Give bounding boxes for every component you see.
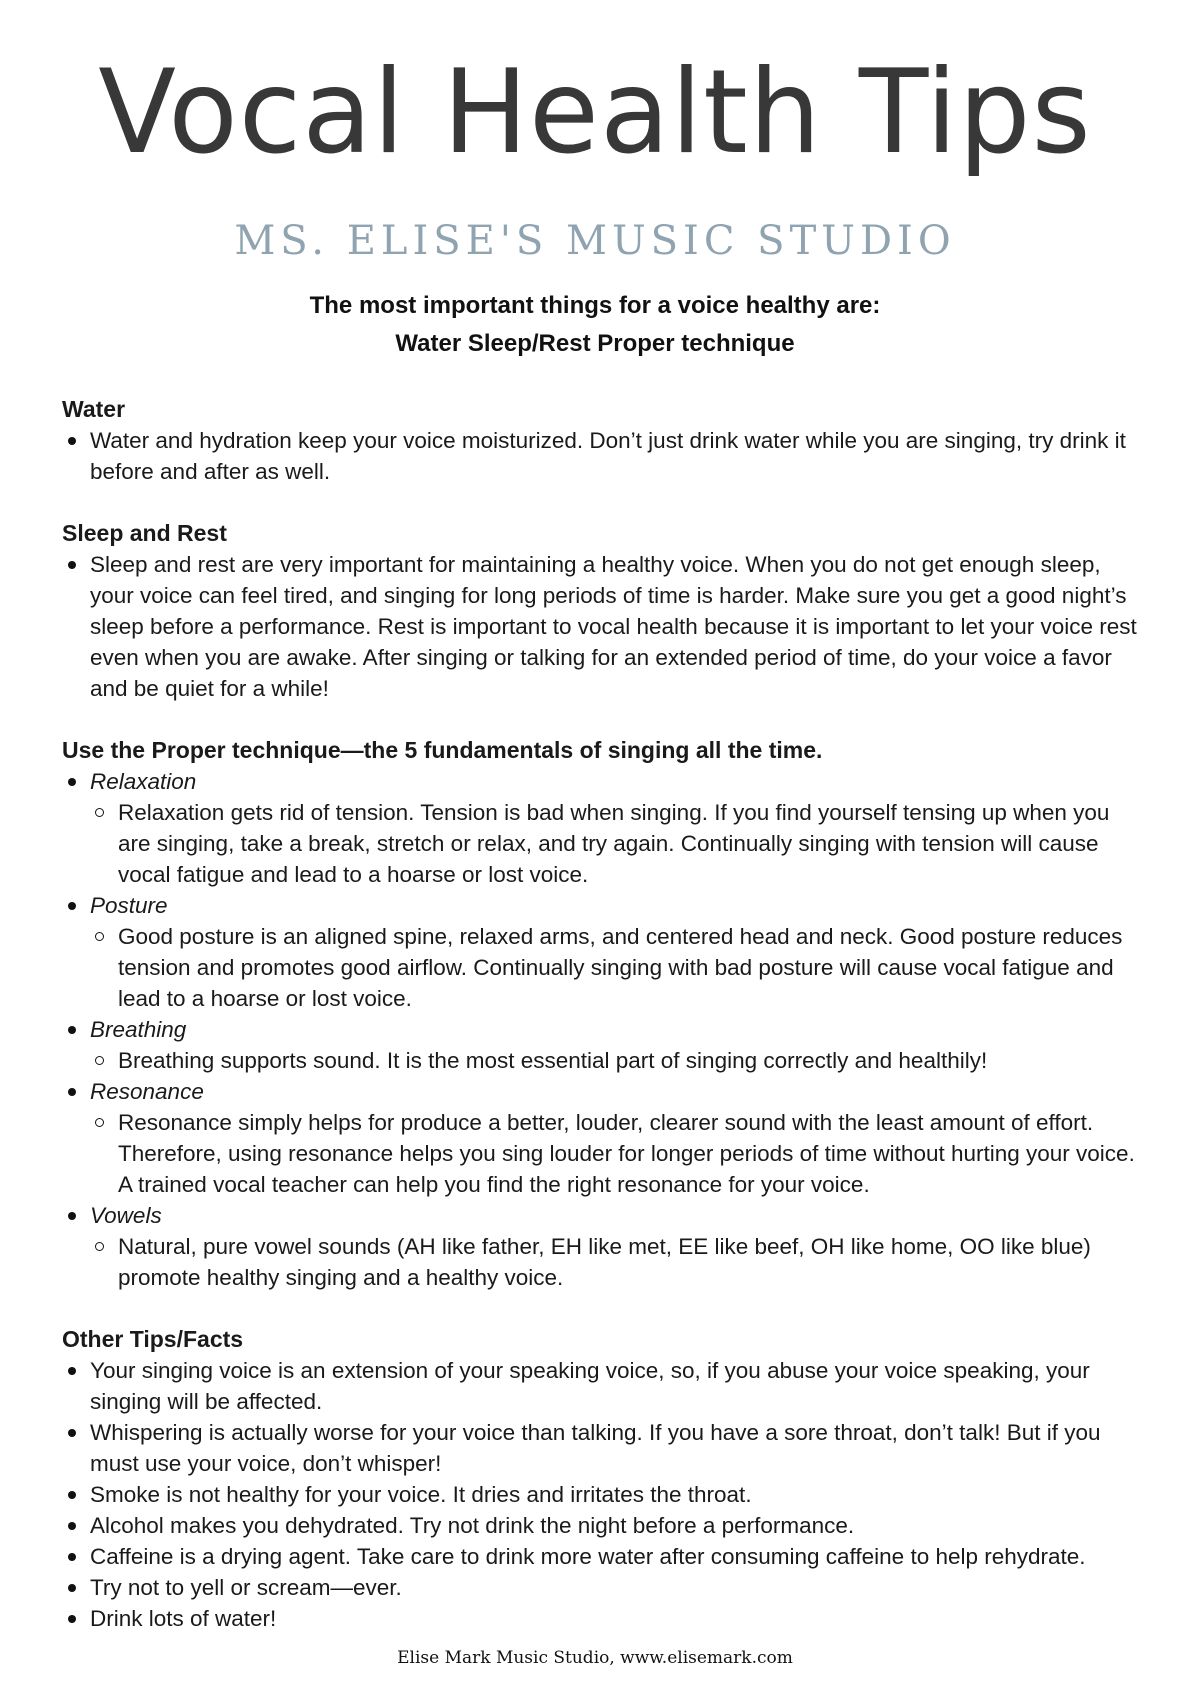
intro-line-1: The most important things for a voice healthy are: (309, 292, 881, 319)
other-list (62, 1355, 1142, 1634)
fundamental-breathing: Breathing (62, 1014, 1142, 1045)
list-item: Try not to yell or scream—ever. (62, 1572, 1142, 1603)
fundamental-detail: Natural, pure vowel sounds (AH like father, EH like met, EE like beef, OH like home, OO like blue) promote healthy singing and a healthy voice. (62, 1231, 1142, 1293)
content-body (62, 394, 1142, 1665)
section-heading-other: Other Tips/Facts (62, 1326, 244, 1352)
list-item: Water and hydration keep your voice moisturized. Don’t just drink water while you are singing, try drink it before and after as well. (62, 425, 1142, 487)
list-item: Alcohol makes you dehydrated. Try not drink the night before a performance. (62, 1510, 1142, 1541)
section-heading-sleep: Sleep and Rest (62, 520, 227, 546)
fundamental-detail: Resonance simply helps for produce a better, louder, clearer sound with the least amount of effort. Therefore, using resonance helps you sing louder for longer periods of time without hurting your voice. A trained vocal teacher can help you find the right resonance for your voice. (62, 1107, 1142, 1200)
list-item: Sleep and rest are very important for maintaining a healthy voice. When you do not get enough sleep, your voice can feel tired, and singing for long periods of time is harder. Make sure you get a good night’s sleep before a performance. Rest is important to vocal health because it is important to let your voice rest even when you are awake. After singing or talking for an extended period of time, do your voice a favor and be quiet for a while! (62, 549, 1142, 704)
water-list (62, 425, 1142, 487)
fundamental-vowels: Vowels (62, 1200, 1142, 1231)
fundamental-detail: Good posture is an aligned spine, relaxed arms, and centered head and neck. Good posture reduces tension and promotes good airflow. Continually singing with bad posture will cause vocal fatigue and lead to a hoarse or lost voice. (62, 921, 1142, 1014)
list-item: Drink lots of water! (62, 1603, 1142, 1634)
intro-line-2: Water Sleep/Rest Proper technique (395, 330, 795, 357)
section-heading-technique: Use the Proper technique—the 5 fundamentals of singing all the time. (62, 737, 823, 763)
fundamentals-list (62, 766, 1142, 1293)
list-item: Your singing voice is an extension of your speaking voice, so, if you abuse your voice speaking, your singing will be affected. (62, 1355, 1142, 1417)
list-item: Whispering is actually worse for your voice than talking. If you have a sore throat, don’t talk! But if you must use your voice, don’t whisper! (62, 1417, 1142, 1479)
section-technique (62, 735, 1142, 1293)
page-footer: Elise Mark Music Studio, www.elisemark.com (397, 1648, 793, 1668)
page-title: Vocal Health Tips (98, 45, 1092, 180)
section-other (62, 1324, 1142, 1634)
fundamental-posture: Posture (62, 890, 1142, 921)
section-heading-water: Water (62, 396, 126, 422)
fundamental-detail: Relaxation gets rid of tension. Tension is bad when singing. If you find yourself tensing up when you are singing, take a break, stretch or relax, and try again. Continually singing with tension will cause vocal fatigue and lead to a hoarse or lost voice. (62, 797, 1142, 890)
fundamental-relaxation: Relaxation (62, 766, 1142, 797)
fundamental-resonance: Resonance (62, 1076, 1142, 1107)
list-item: Caffeine is a drying agent. Take care to drink more water after consuming caffeine to help rehydrate. (62, 1541, 1142, 1572)
section-sleep (62, 518, 1142, 704)
list-item: Smoke is not healthy for your voice. It dries and irritates the throat. (62, 1479, 1142, 1510)
studio-subtitle: MS. ELISE'S MUSIC STUDIO (234, 218, 956, 264)
sleep-list (62, 549, 1142, 704)
fundamental-detail: Breathing supports sound. It is the most essential part of singing correctly and healthily! (62, 1045, 1142, 1076)
section-water (62, 394, 1142, 487)
